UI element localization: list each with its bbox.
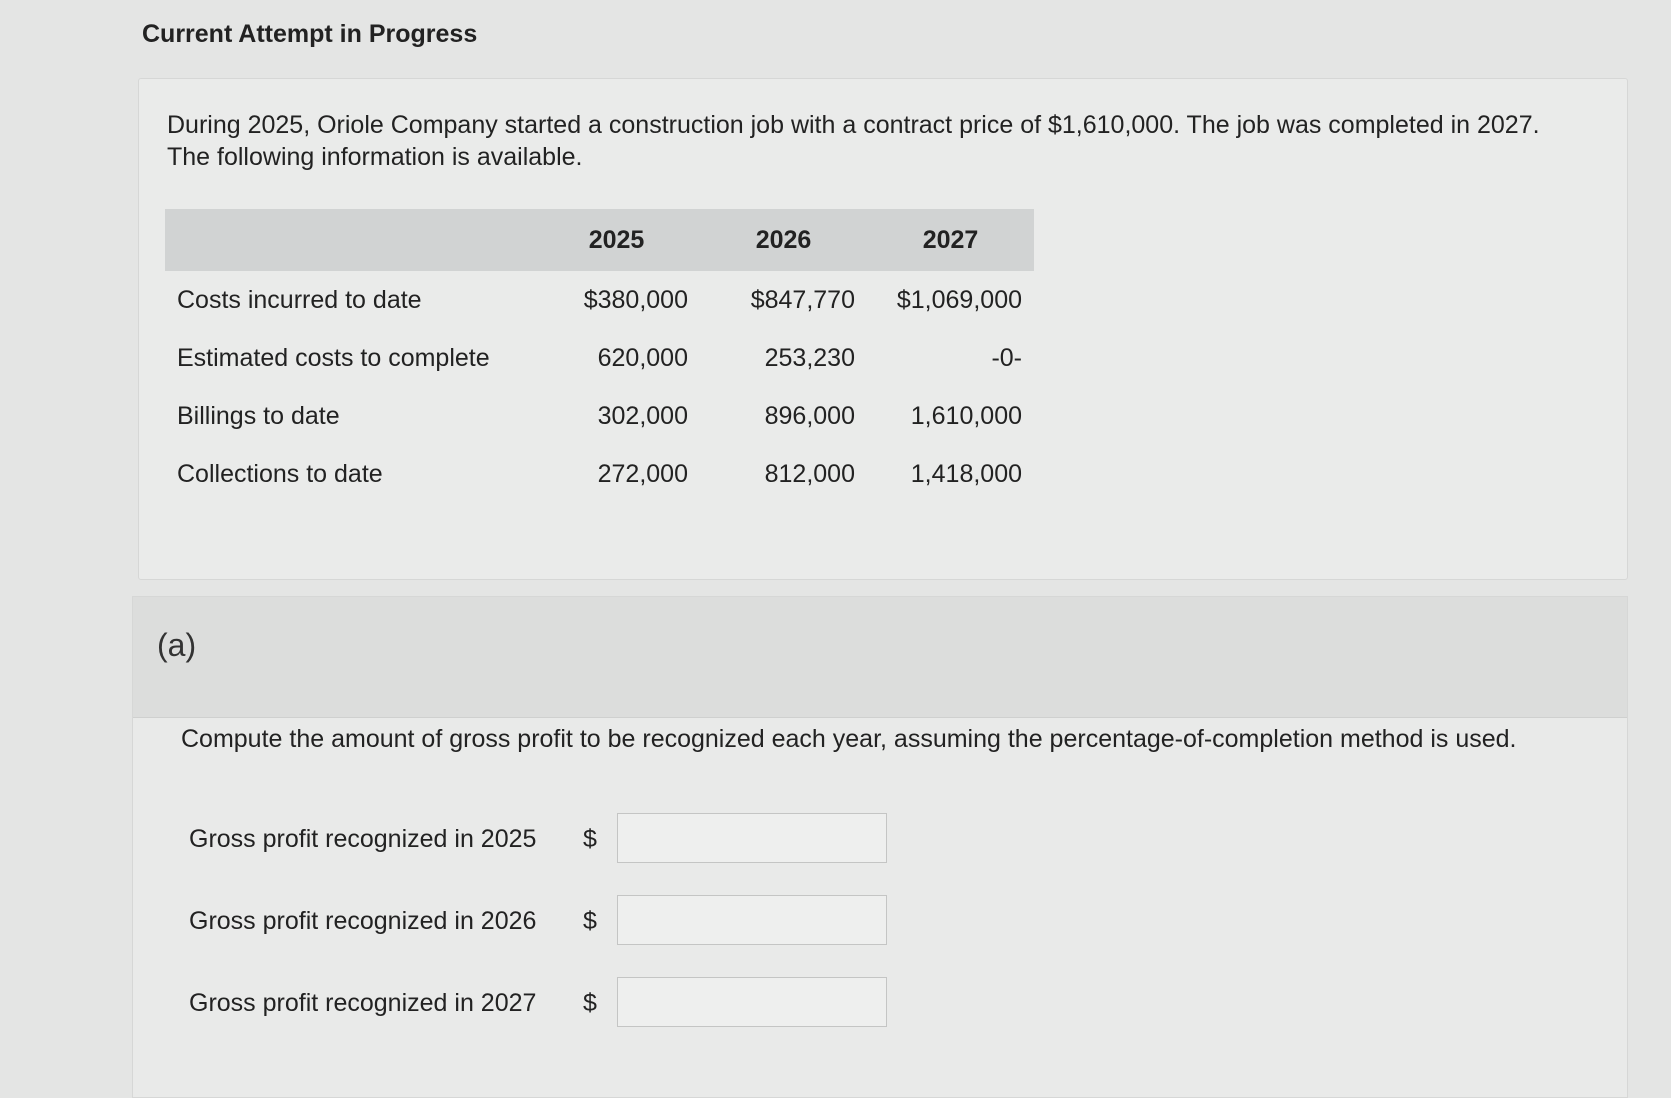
problem-statement: During 2025, Oriole Company started a construction job with a contract price of $1,610,000. The job was completed in 2027. The following information is available. xyxy=(167,111,1540,171)
dollar-sign: $ xyxy=(583,825,597,853)
row-label-billings: Billings to date xyxy=(177,401,340,430)
table-row xyxy=(165,329,1034,387)
answer-row-2025 xyxy=(189,813,909,867)
table-row xyxy=(165,271,1034,329)
gross-profit-2025-input[interactable] xyxy=(617,813,887,863)
problem-card xyxy=(138,78,1628,580)
gross-profit-2027-input[interactable] xyxy=(617,977,887,1027)
info-table xyxy=(165,209,1034,503)
table-cell: 896,000 xyxy=(764,401,855,430)
part-a-label: (a) xyxy=(157,627,197,663)
table-cell: $380,000 xyxy=(583,285,688,314)
table-cell: 620,000 xyxy=(597,343,688,372)
table-cell: $1,069,000 xyxy=(896,285,1022,314)
dollar-sign: $ xyxy=(583,907,597,935)
table-header-blank xyxy=(165,209,533,271)
attempt-heading: Current Attempt in Progress xyxy=(142,20,478,48)
table-header-2026: 2026 xyxy=(700,209,867,271)
row-label-collections: Collections to date xyxy=(177,459,383,488)
table-cell: 812,000 xyxy=(764,459,855,488)
answer-row-2026 xyxy=(189,895,909,949)
row-label-estimated-costs: Estimated costs to complete xyxy=(177,343,490,372)
answer-label-2026: Gross profit recognized in 2026 xyxy=(189,907,537,935)
table-cell: $847,770 xyxy=(750,285,855,314)
table-cell: 1,610,000 xyxy=(910,401,1022,430)
table-cell: 302,000 xyxy=(597,401,688,430)
table-cell: 272,000 xyxy=(597,459,688,488)
dollar-sign: $ xyxy=(583,989,597,1017)
part-a-question: Compute the amount of gross profit to be recognized each year, assuming the percentage-of-completion method is used. xyxy=(181,725,1517,753)
answer-label-2025: Gross profit recognized in 2025 xyxy=(189,825,537,853)
table-header-2025: 2025 xyxy=(533,209,700,271)
row-label-costs-incurred: Costs incurred to date xyxy=(177,285,422,314)
part-a-card xyxy=(132,596,1628,1098)
table-row xyxy=(165,445,1034,503)
table-header-2027: 2027 xyxy=(867,209,1034,271)
table-cell: 253,230 xyxy=(764,343,855,372)
table-cell: -0- xyxy=(991,343,1022,372)
gross-profit-2026-input[interactable] xyxy=(617,895,887,945)
part-a-header xyxy=(133,597,1627,718)
answer-label-2027: Gross profit recognized in 2027 xyxy=(189,989,537,1017)
answer-row-2027 xyxy=(189,977,909,1031)
table-row xyxy=(165,387,1034,445)
table-cell: 1,418,000 xyxy=(910,459,1022,488)
table-header-row xyxy=(165,209,1034,271)
